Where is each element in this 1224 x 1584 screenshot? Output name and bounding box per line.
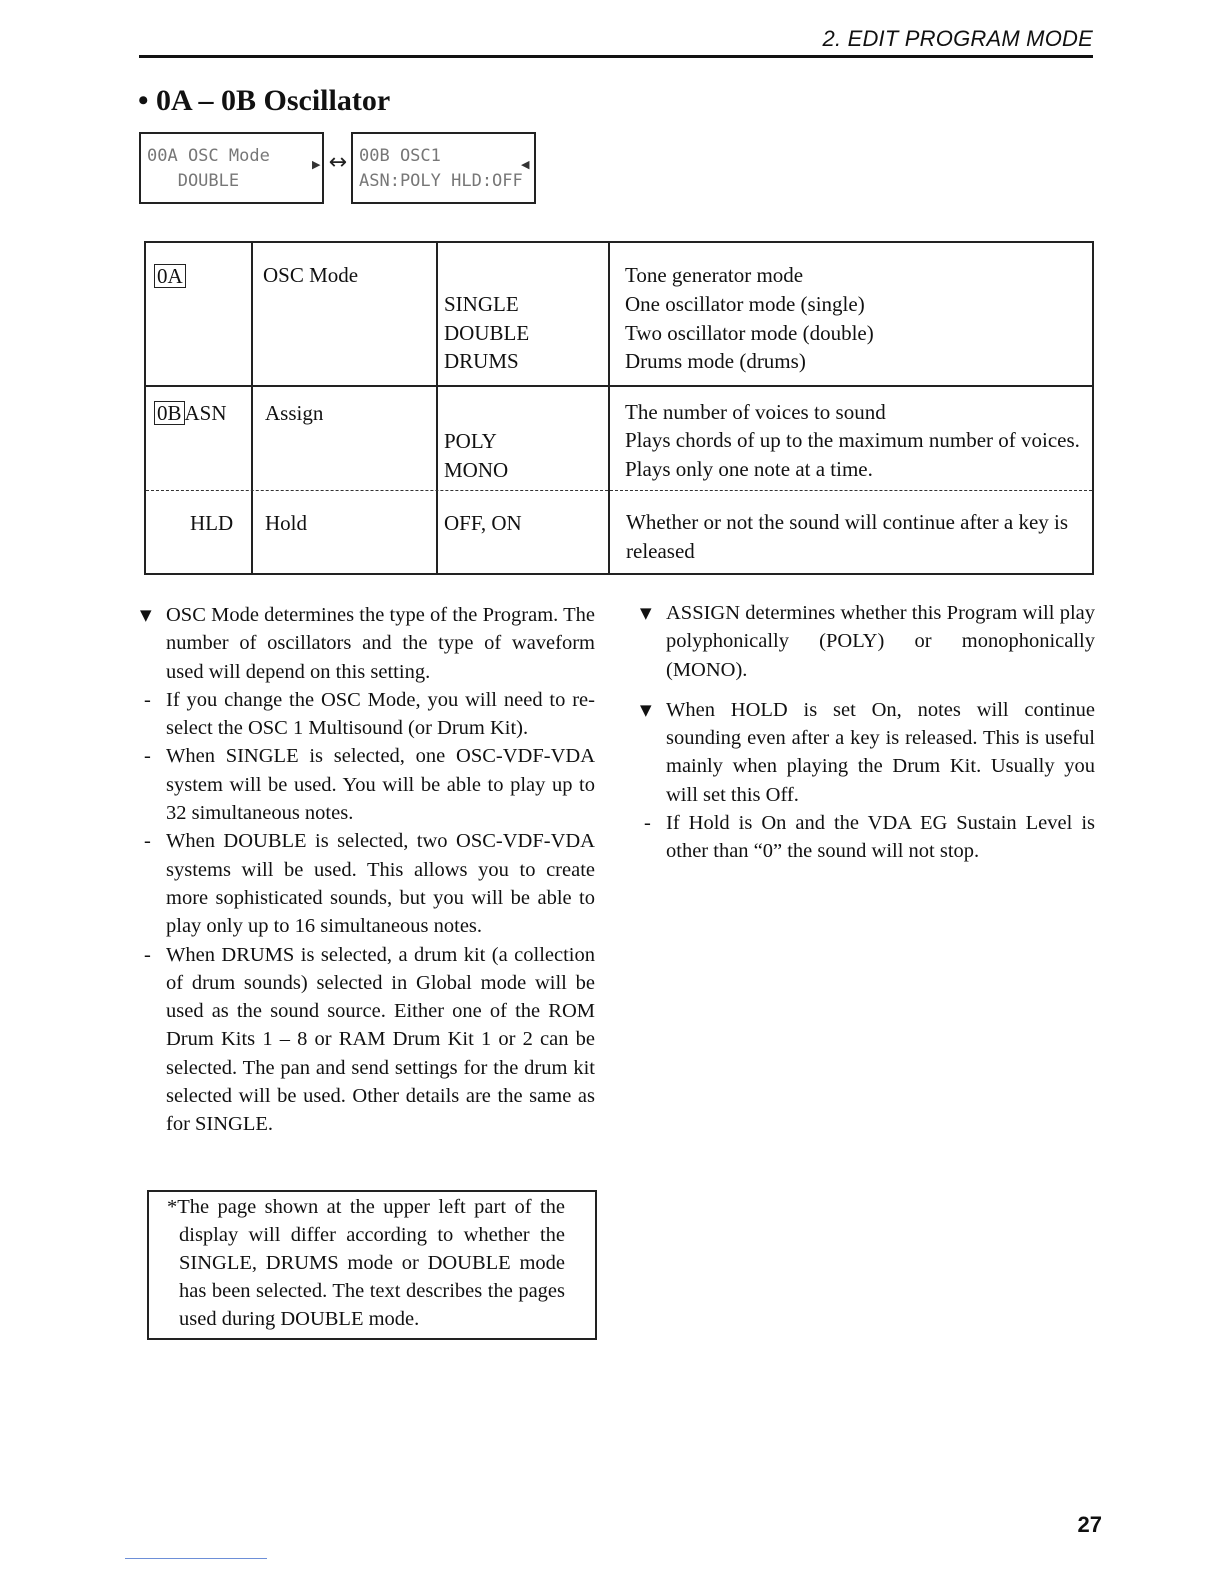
page-number: 27 <box>1077 1512 1102 1537</box>
table-value: SINGLE <box>444 292 519 316</box>
table-value: OFF, ON <box>444 511 522 535</box>
double-arrow-icon: ↔ <box>328 150 348 175</box>
lcd-b-line2: ASN:POLY HLD:OFF <box>359 171 523 191</box>
table-divider <box>608 243 610 573</box>
table-description: Two oscillator mode (double) <box>625 321 874 345</box>
footer-line <box>125 1558 267 1559</box>
list-item: - If Hold is On and the VDA EG Sustain Level is other than “0” the sound will not stop. <box>644 812 1095 863</box>
note-box <box>147 1190 597 1340</box>
lcd-a-line2: DOUBLE <box>147 171 240 191</box>
table-value: POLY <box>444 429 497 453</box>
list-item: - When SINGLE is selected, one OSC-VDF-VDA system will be used. You will be able to play up to 32 simultaneous notes. <box>144 745 595 825</box>
table-row-divider <box>146 385 1092 387</box>
table-dashed-divider <box>146 490 1092 491</box>
table-description: released <box>626 539 695 563</box>
parameter-table <box>144 241 1094 575</box>
left-column <box>140 601 595 1139</box>
hold-paragraph: ▼ When HOLD is set On, notes will continue sounding even after a key is released. This is useful mainly when playing the Drum Kit. Usually you will set this Off. <box>640 696 1095 809</box>
table-description: One oscillator mode (single) <box>625 292 865 316</box>
lcd-display-osc1 <box>351 132 536 204</box>
note-text: *The page shown at the upper left part of the display will differ according to whether the SINGLE, DRUMS mode or DOUBLE mode has been selected. The text describes the pages used during DOUBLE mode. <box>167 1196 565 1330</box>
table-description: Plays only one note at a time. <box>625 457 873 481</box>
left-triangle-icon: ◀ <box>521 158 530 171</box>
table-row-0a-name: OSC Mode <box>263 263 359 287</box>
table-row-0b-id: 0B ASN <box>154 399 227 428</box>
lcd-b-line1: 00B OSC1 <box>359 146 441 166</box>
header-rule <box>139 55 1093 58</box>
table-row-hld-name: Hold <box>265 511 307 535</box>
table-description: Tone generator mode <box>625 263 804 287</box>
assign-paragraph: ▼ ASSIGN determines whether this Program will play polyphonically (POLY) or monophonically (MONO). <box>640 599 1095 684</box>
table-value: DRUMS <box>444 349 519 373</box>
right-triangle-icon: ▶ <box>312 158 321 171</box>
table-value: DOUBLE <box>444 321 530 345</box>
down-triangle-icon: ▼ <box>640 604 652 622</box>
table-description: Plays chords of up to the maximum number of voices. <box>625 428 1080 452</box>
list-item: - When DRUMS is selected, a drum kit (a collection of drum sounds) selected in Global mode will be used as the sound source. Either one of the ROM Drum Kits 1 – 8 or RAM Drum Kit 1 or 2 can be selected. The pan and send settings for the drum kit selected will be used. Other details are the same as for SINGLE. <box>144 943 595 1136</box>
table-divider <box>251 243 253 573</box>
list-item: - If you change the OSC Mode, you will need to re-select the OSC 1 Multisound (or Drum Kit). <box>144 688 595 740</box>
table-description: Whether or not the sound will continue after a key is <box>626 510 1069 534</box>
table-row-0a-id: 0A <box>154 262 186 291</box>
down-triangle-icon: ▼ <box>640 700 652 719</box>
table-value: MONO <box>444 458 509 482</box>
lcd-a-line1: 00A OSC Mode <box>147 146 270 166</box>
list-item: - When DOUBLE is selected, two OSC-VDF-VDA systems will be used. This allows you to create more sophisticated sounds, but you will be able to play only up to 16 simultaneous notes. <box>144 830 595 938</box>
table-row-hld-abbr: HLD <box>190 511 234 535</box>
right-column <box>640 599 1095 866</box>
section-title: • 0A – 0B Oscillator <box>138 84 391 117</box>
table-row-0b-name: Assign <box>265 401 324 425</box>
table-description: The number of voices to sound <box>625 400 886 424</box>
osc-mode-intro: ▼ OSC Mode determines the type of the Program. The number of oscillators and the type of waveform used will depend on this setting. <box>140 601 595 686</box>
down-triangle-icon: ▼ <box>140 606 152 624</box>
chapter-title: 2. EDIT PROGRAM MODE <box>822 26 1093 51</box>
table-description: Drums mode (drums) <box>625 349 806 373</box>
table-divider <box>436 243 438 573</box>
lcd-display-osc-mode <box>139 132 324 204</box>
